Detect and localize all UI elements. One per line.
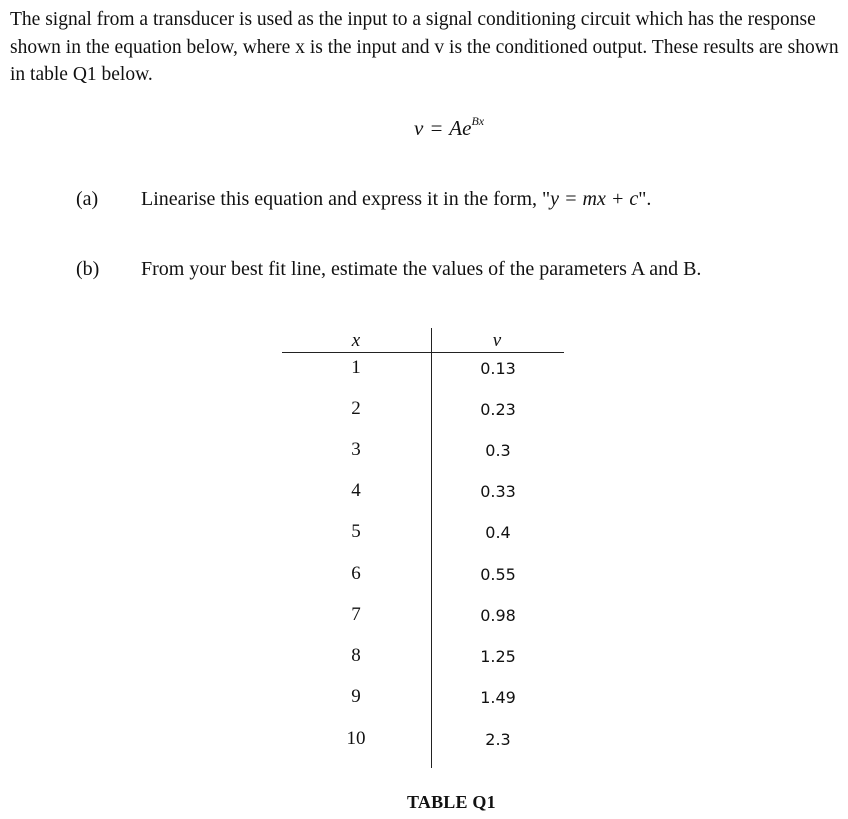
cell-v: 0.55 — [480, 565, 516, 584]
table-row — [282, 398, 564, 422]
cell-x: 8 — [351, 645, 361, 666]
table-caption: TABLE Q1 — [407, 792, 496, 812]
cell-v: 0.33 — [480, 482, 516, 501]
cell-v: 0.3 — [485, 441, 511, 460]
part-a-label: (a) — [76, 188, 99, 210]
equation-lhs: v — [414, 116, 424, 140]
cell-v: 2.3 — [485, 730, 511, 749]
table-row — [282, 480, 564, 504]
table-row — [282, 686, 564, 710]
header-x: x — [351, 330, 361, 351]
intro-paragraph: The signal from a transducer is used as the input to a signal conditioning circuit which has the response shown in the equation below, where x is the input and v is the conditioned output. These results are shown in table Q1 below. — [10, 9, 839, 85]
part-a-form: y = mx + c — [550, 188, 639, 210]
table-row — [282, 604, 564, 628]
cell-x: 10 — [346, 728, 366, 749]
cell-v: 1.49 — [480, 688, 516, 707]
cell-x: 1 — [351, 357, 361, 378]
cell-x: 7 — [351, 604, 361, 625]
equation-exponent: Bx — [471, 114, 485, 128]
part-a-text-before: Linearise this equation and express it in the form, " — [141, 188, 551, 210]
table-row — [282, 563, 564, 587]
table-row — [282, 645, 564, 669]
part-a-text-after: ". — [638, 188, 652, 210]
header-divider — [282, 352, 564, 353]
cell-v: 0.4 — [485, 523, 511, 542]
data-table — [282, 328, 564, 768]
header-v: v — [492, 330, 502, 351]
cell-x: 9 — [351, 686, 361, 707]
cell-x: 3 — [351, 439, 361, 460]
cell-x: 6 — [351, 563, 361, 584]
cell-v: 0.23 — [480, 400, 516, 419]
equation-equals: = — [430, 116, 443, 140]
table-row — [282, 357, 564, 381]
equation — [414, 116, 484, 141]
cell-v: 1.25 — [480, 647, 516, 666]
cell-v: 0.98 — [480, 606, 516, 625]
table-row — [282, 439, 564, 463]
equation-rhs: Ae — [449, 116, 472, 140]
part-b-text: From your best fit line, estimate the values of the parameters A and B. — [141, 258, 702, 280]
table-row — [282, 728, 564, 752]
cell-x: 2 — [351, 398, 361, 419]
part-b-label: (b) — [76, 258, 100, 280]
part-a-text — [141, 188, 651, 211]
cell-v: 0.13 — [480, 359, 516, 378]
cell-x: 5 — [351, 521, 361, 542]
table-row — [282, 521, 564, 545]
cell-x: 4 — [351, 480, 361, 501]
